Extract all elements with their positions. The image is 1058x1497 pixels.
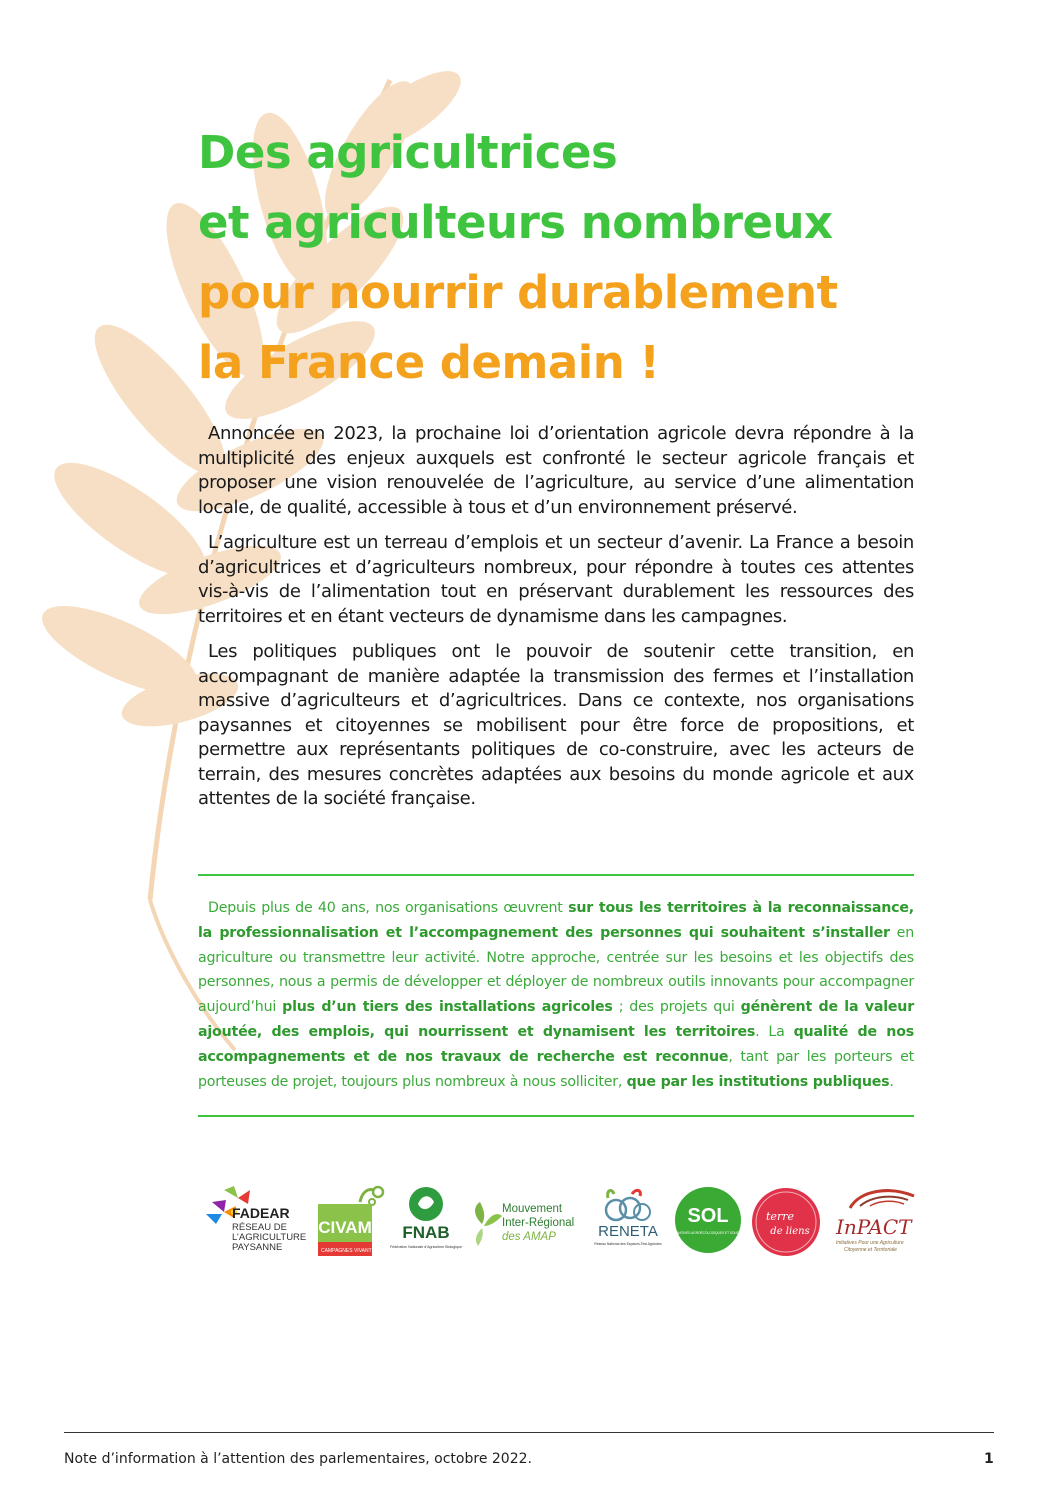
fnab-name: FNAB [402,1223,450,1242]
fadear-logo [204,1184,308,1264]
callout-paragraph [198,896,914,1094]
callout-text-3: ; des projets qui [612,999,741,1016]
callout-text-1: Depuis plus de 40 ans, nos organisations œuvrent [208,900,569,916]
callout-bold-2: plus d’un tiers des installations agricoles [282,999,613,1016]
civam-name: CIVAM [318,1218,372,1237]
inpact-sub-1: Initiatives Pour une Agriculture [836,1240,904,1246]
amap-line-2: Inter-Régional [502,1217,575,1229]
amap-line-1: Mouvement [502,1203,563,1215]
callout-bold-3: génèrent de la valeur ajoutée, des emplois, qui nourrissent et dynamisent les territoires [198,999,914,1040]
footer-divider [64,1432,994,1433]
partner-logos [198,1184,924,1264]
inpact-sub-2: Citoyenne et Territoriale [844,1247,897,1253]
title-line-2: et agriculteurs nombreux [198,196,833,249]
sol-name: SOL [687,1205,729,1227]
fadear-sub-2: L’AGRICULTURE [232,1232,307,1243]
reneta-name: RENETA [598,1223,658,1240]
body-paragraph-3: Les politiques publiques ont le pouvoir de soutenir cette transition, en accompagnant de manière adaptée la transmission des fermes et l’installation massive d’agriculteurs et d’agricultrices. Dans ce contexte, nos organisations paysannes et citoyennes se mobilisent pour être force de propositions, et permettre aux représentants politiques de co-construire, avec les acteurs de terrain, des mesures concrètes adaptées aux besoins du monde agricole et aux attentes de la société française. [198,641,914,809]
footer-note: Note d’information à l’attention des parlementaires, octobre 2022. [64,1451,532,1467]
title-line-4: la France demain ! [198,336,660,389]
body-paragraph-2: L’agriculture est un terreau d’emplois et un secteur d’avenir. La France a besoin d’agricultrices et d’agriculteurs nombreux, pour répondre à toutes ces attentes vis-à-vis de l’alimentation tout en préservant durablement les ressources des territoires et en étant vecteurs de dynamisme dans les campagnes. [198,532,914,627]
callout-box [198,896,914,1094]
terre-line-1: terre [766,1210,794,1223]
terre-de-liens-logo [750,1184,822,1264]
fnab-logo [389,1184,463,1264]
inpact-name: InPACT [836,1215,912,1239]
body-paragraph-1: Annoncée en 2023, la prochaine loi d’orientation agricole devra répondre à la multiplicité des enjeux auxquels est confronté le secteur agricole français et proposer une vision renouvelée de l’agriculture, au service d’une alimentation locale, de qualité, accessible à tous et d’un environnement préservé. [198,423,914,518]
title-line-3: pour nourrir durablement [198,266,838,319]
amap-line-3: des AMAP [502,1231,556,1243]
page-title [198,118,958,398]
inpact-logo [830,1184,924,1264]
callout-text-4: . La [755,1023,794,1040]
callout-text-2: en agriculture ou transmettre leur activité. Notre approche, centrée sur les besoins et les objectifs des personnes, nous a permis de développer et déployer de nombreux outils innovants pour accompagner aujourd’hui [198,924,915,1016]
title-line-1: Des agricultrices [198,126,618,179]
reneta-logo [588,1184,668,1264]
callout-bold-5: que par les institutions publiques [626,1073,890,1090]
sol-logo [666,1184,750,1264]
fadear-name: FADEAR [232,1205,290,1221]
terre-line-2: de liens [770,1226,810,1237]
civam-logo [316,1184,390,1264]
reneta-sub: Réseau National des Espaces-Test Agricoles [594,1242,662,1246]
fadear-sub-3: PAYSANNE [232,1242,283,1253]
body-text [198,422,914,823]
callout-bottom-divider [198,1115,914,1117]
page-number: 1 [984,1451,994,1467]
callout-bold-1: sur tous les territoires à la reconnaissance, la professionnalisation et l’accompagnement des personnes qui souhaitent s’installer [198,900,914,941]
callout-text-6: . [889,1073,894,1090]
fnab-sub: Fédération Nationale d’Agriculture Biologique [389,1245,463,1249]
sol-sub: ALTERNATIVES AGROÉCOLOGIQUES ET SOLIDAIRES [666,1231,750,1235]
fadear-sub-1: RÉSEAU DE [232,1222,287,1233]
civam-sub: CAMPAGNES VIVANTES [321,1248,379,1254]
amap-logo [468,1184,580,1264]
callout-top-divider [198,874,914,876]
callout-bold-4: qualité de nos accompagnements et de nos travaux de recherche est reconnue [198,1023,915,1065]
callout-text-5: , tant par les porteurs et porteuses de projet, toujours plus nombreux à nous solliciter, [198,1048,914,1090]
